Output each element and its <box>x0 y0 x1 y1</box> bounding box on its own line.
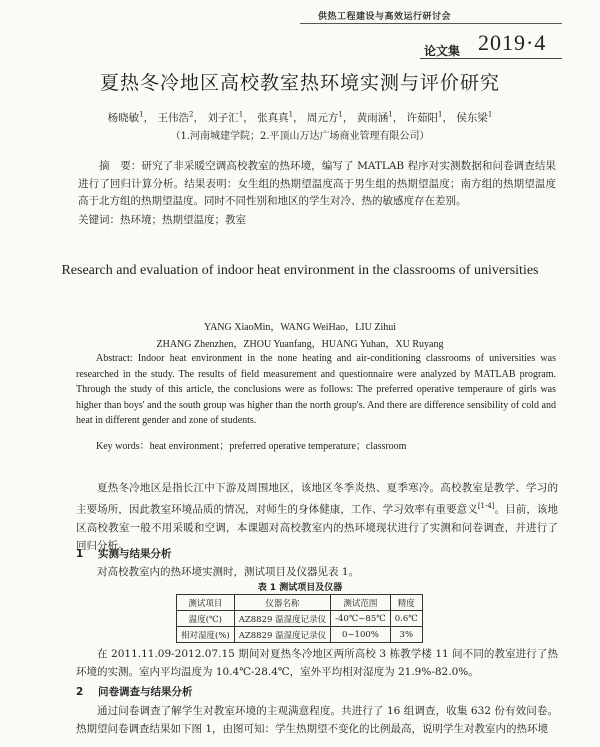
abstract-en-text: Indoor heat environment in the none heating and air-conditioning classrooms of universities was researched in the study. The results of field measurement and questionnaire were analyzed by MATLAB program. Through the study of this article, the conclusions were as follows: The preferred operative temperaure of girls was higher than boys' and the south group was higher than the north group's. And there are difference sensibility of cold and heat in different gender and zone of students. <box>76 353 556 427</box>
conference-name: 供热工程建设与高效运行研讨会 <box>318 12 452 22</box>
author: 周元方$^1$， <box>306 110 354 124</box>
citation-ref: [1-4] <box>477 502 495 510</box>
keywords-cn <box>78 212 556 227</box>
header-rule-lower <box>420 58 562 59</box>
keywords-en-label: Key words： <box>96 441 150 452</box>
table-cell: 3% <box>390 627 422 643</box>
table-header-cell: 测试项目 <box>177 595 235 611</box>
table-row <box>177 611 423 627</box>
table-header-cell: 测试范围 <box>331 595 391 611</box>
section1-paragraph-measurement: 在 2011.11.09-2012.07.15 期间对夏热冬冷地区两所高校 3 栋教学楼 11 间不同的教室进行了热环境的实测。室内平均温度为 10.4℃-28.4℃，室外平均相对湿度为 21.9%-82.0%。 <box>76 648 558 678</box>
author-list <box>40 110 560 125</box>
keywords-en <box>76 437 556 452</box>
english-title: Research and evaluation of indoor heat environment in the classrooms of universities <box>61 263 539 278</box>
author: 黄雨涵$^1$， <box>356 110 404 124</box>
table-cell: 相对湿度(%) <box>177 627 235 643</box>
abstract-cn-text: 研究了非采暖空调高校教室的热环境，编写了 MATLAB 程序对实测数据和问卷调查结果进行了回归计算分析。结果表明：女生组的热期望温度高于男生组的热期望温度；南方组的热期望温度高于北方组的热期望温度。同时不同性别和地区的学生对冷、热的敏感度存在差别。 <box>78 160 557 207</box>
table-header-cell: 精度 <box>390 595 422 611</box>
header-rule <box>300 23 562 24</box>
section1-paragraph: 对高校教室内的热环境实测时，测试项目及仪器见表 1。 <box>97 566 360 578</box>
author: 刘子汇$^1$， <box>207 110 254 124</box>
table-header-row <box>177 595 423 611</box>
author: 杨晓敏$^1$， <box>107 110 155 124</box>
abstract-en-label: Abstract: <box>96 353 133 364</box>
abstract-en <box>76 351 556 429</box>
english-authors-line: YANG XiaoMin，WANG WeiHao，LIU Zihui <box>203 322 397 333</box>
section-heading-1: 1 实测与结果分析 <box>76 548 172 560</box>
table-caption: 表 1 测试项目及仪器 <box>257 583 343 593</box>
table-cell: -40℃~85℃ <box>331 611 391 627</box>
author: 张真真$^1$， <box>257 110 304 124</box>
abstract-cn-label: 摘 要： <box>99 160 142 172</box>
table-cell: AZ8829 温湿度记录仪 <box>234 627 330 643</box>
paper-title: 夏热冬冷地区高校教室热环境实测与评价研究 <box>99 72 500 94</box>
affiliation: （1.河南城建学院；2.平顶山万达广场商业管理有限公司） <box>170 131 430 142</box>
table-header-cell: 仪器名称 <box>234 595 330 611</box>
table-row <box>177 627 423 643</box>
section2-paragraph: 通过问卷调查了解学生对教室环境的主观满意程度。共进行了 16 组调查，收集 632 份有效问卷。热期望问卷调查结果如下图 1，由图可知：学生热期望不变化的比例最高，说明学生对教室内的热环境 <box>76 705 558 735</box>
table-cell: 温度(℃) <box>177 611 235 627</box>
author: 王伟浩$^2$， <box>157 110 204 124</box>
table-cell: AZ8829 温湿度记录仪 <box>234 611 330 627</box>
intro-paragraph: 夏热冬冷地区是指长江中下游及周围地区，该地区冬季炎热、夏季寒冷。高校教室是教学、学习的主要场所，因此教室环境品质的情况，对师生的身体健康，工作、学习效率有重要意义[1-4]。目前，该地区高校教室一般不用采暖和空调，本课题对高校教室内的热环境现状进行了实测和问卷调查，并进行了回归分析。 <box>76 482 559 552</box>
keywords-cn-label: 关键词： <box>78 214 120 226</box>
author: 许茹阳$^1$， <box>406 110 454 124</box>
issue-year: 2019·4 <box>478 30 547 55</box>
table-cell: 0.6℃ <box>390 611 422 627</box>
english-authors-line: ZHANG Zhenzhen，ZHOU Yuanfang，HUANG Yuhan，XU Ruyang <box>156 339 444 350</box>
keywords-cn-text: 热环境；热期望温度；教室 <box>120 214 246 226</box>
abstract-cn <box>78 158 556 211</box>
collection-label: 论文集 <box>424 44 461 58</box>
author: 侯东梁$^1$ <box>456 110 493 124</box>
instrument-table <box>176 594 423 643</box>
table-cell: 0~100% <box>331 627 391 643</box>
keywords-en-text: heat environment；preferred operative temperature；classroom <box>149 441 407 452</box>
section-heading-2: 2 问卷调查与结果分析 <box>76 686 193 698</box>
